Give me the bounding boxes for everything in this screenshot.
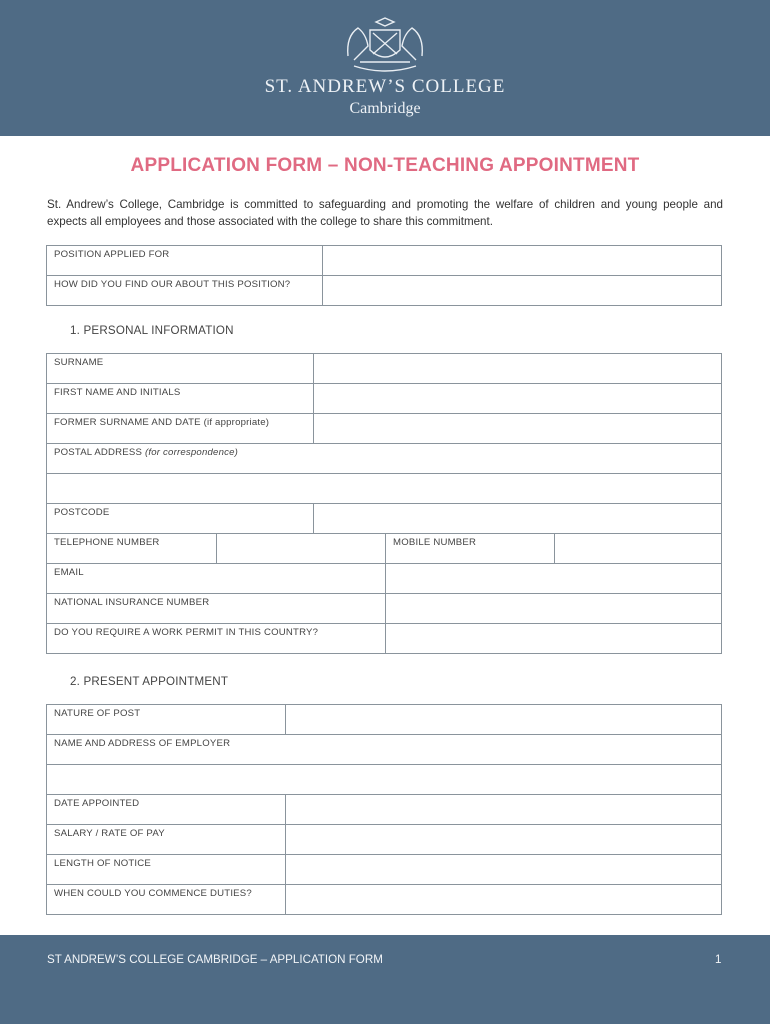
- employer-label: NAME AND ADDRESS OF EMPLOYER: [54, 738, 231, 749]
- postal-address-text: POSTAL ADDRESS: [54, 447, 143, 458]
- work-permit-label: DO YOU REQUIRE A WORK PERMIT IN THIS COUNTRY?: [54, 627, 319, 638]
- surname-label: SURNAME: [54, 357, 104, 368]
- postal-address-label: [47, 444, 721, 473]
- postal-address-note: (for correspondence): [144, 447, 239, 458]
- former-surname-label: FORMER SURNAME AND DATE (if appropriate): [54, 417, 270, 428]
- notice-field[interactable]: [285, 855, 721, 884]
- telephone-field[interactable]: [216, 534, 385, 563]
- first-name-label: FIRST NAME AND INITIALS: [54, 387, 181, 398]
- position-applied-label: POSITION APPLIED FOR: [54, 249, 170, 260]
- mobile-label: MOBILE NUMBER: [385, 534, 554, 563]
- salary-label: SALARY / RATE OF PAY: [54, 828, 165, 839]
- first-name-field[interactable]: [313, 384, 721, 413]
- present-appointment-table: [46, 704, 722, 915]
- ni-number-field[interactable]: [385, 594, 721, 623]
- former-surname-field[interactable]: [313, 414, 721, 443]
- section-heading-personal: 1. PERSONAL INFORMATION: [70, 324, 234, 337]
- page-footer: [0, 935, 770, 1024]
- salary-field[interactable]: [285, 825, 721, 854]
- notice-label: LENGTH OF NOTICE: [54, 858, 152, 869]
- form-title: APPLICATION FORM – NON-TEACHING APPOINTMENT: [130, 155, 640, 176]
- postcode-field[interactable]: [313, 504, 721, 533]
- ni-number-label: NATIONAL INSURANCE NUMBER: [54, 597, 210, 608]
- nature-of-post-field[interactable]: [285, 705, 721, 734]
- position-applied-field[interactable]: [322, 246, 721, 275]
- personal-info-table: [46, 353, 722, 654]
- date-appointed-field[interactable]: [285, 795, 721, 824]
- date-appointed-label: DATE APPOINTED: [54, 798, 140, 809]
- commence-label: WHEN COULD YOU COMMENCE DUTIES?: [54, 888, 252, 899]
- position-table: [46, 245, 722, 306]
- work-permit-field[interactable]: [385, 624, 721, 653]
- postcode-label: POSTCODE: [54, 507, 110, 518]
- page-number: 1: [715, 953, 722, 966]
- how-find-field[interactable]: [322, 276, 721, 305]
- intro-paragraph: St. Andrew’s College, Cambridge is committed to safeguarding and promoting the welfare of children and young people and expects all employees and those associated with the college to share this commitment.: [47, 198, 723, 228]
- section-heading-present: 2. PRESENT APPOINTMENT: [70, 675, 229, 688]
- college-name: ST. ANDREW’S COLLEGE: [264, 76, 506, 97]
- telephone-label: TELEPHONE NUMBER: [54, 537, 160, 548]
- footer-title: ST ANDREW’S COLLEGE CAMBRIDGE – APPLICATION FORM: [47, 953, 383, 966]
- college-crest-icon: [340, 16, 430, 74]
- email-field[interactable]: [385, 564, 721, 593]
- nature-of-post-label: NATURE OF POST: [54, 708, 141, 719]
- commence-field[interactable]: [285, 885, 721, 914]
- surname-field[interactable]: [313, 354, 721, 383]
- mobile-field[interactable]: [554, 534, 721, 563]
- how-find-label: HOW DID YOU FIND OUR ABOUT THIS POSITION?: [54, 279, 291, 290]
- email-label: EMAIL: [54, 567, 84, 578]
- page-header: [0, 0, 770, 136]
- employer-field[interactable]: [47, 765, 721, 794]
- postal-address-field[interactable]: [47, 474, 721, 503]
- college-location: Cambridge: [349, 100, 421, 117]
